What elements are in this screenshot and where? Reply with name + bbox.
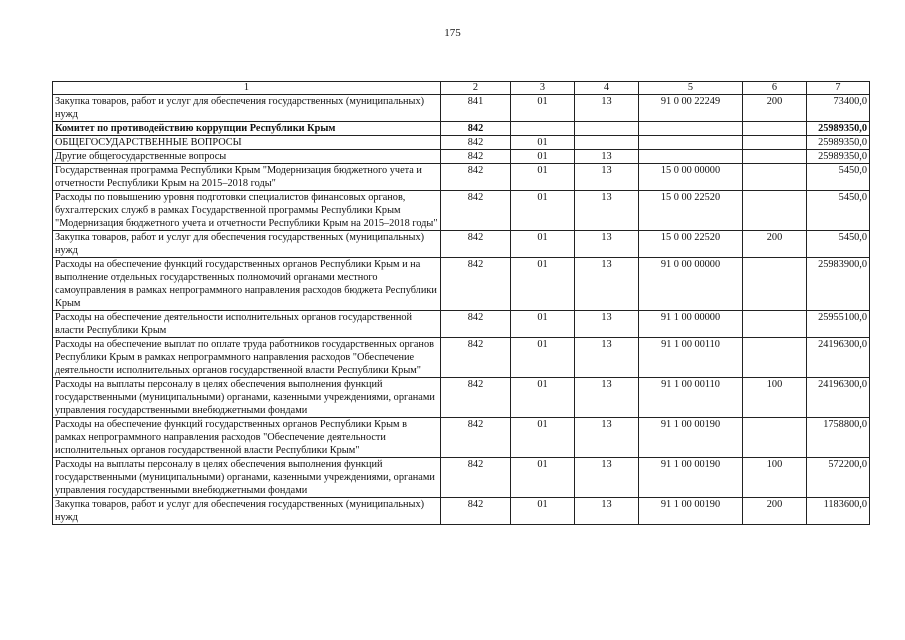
section-code: 01 bbox=[511, 191, 575, 231]
row-description: Закупка товаров, работ и услуг для обеспечения государственных (муниципальных) нужд bbox=[53, 498, 441, 525]
subsection-code: 13 bbox=[575, 458, 639, 498]
target-article-code: 91 1 00 00110 bbox=[639, 378, 743, 418]
amount: 24196300,0 bbox=[807, 338, 870, 378]
row-description: Расходы на обеспечение функций государственных органов Республики Крым и на выполнение отдельных государственных полномочий органами местного самоуправления в рамках непрограммного направления расходов бюджета Республики Крым bbox=[53, 258, 441, 311]
page-number: 175 bbox=[444, 27, 461, 39]
section-code: 01 bbox=[511, 95, 575, 122]
table-row bbox=[53, 122, 870, 136]
row-description: Расходы на обеспечение функций государственных органов Республики Крым в рамках непрограммного направления расходов "Обеспечение деятельности исполнительных органов государственной власти Республики Крым" bbox=[53, 418, 441, 458]
subsection-code: 13 bbox=[575, 150, 639, 164]
subsection-code: 13 bbox=[575, 418, 639, 458]
amount: 25955100,0 bbox=[807, 311, 870, 338]
subsection-code: 13 bbox=[575, 191, 639, 231]
table-row bbox=[53, 191, 870, 231]
section-code bbox=[511, 122, 575, 136]
expense-type-code: 200 bbox=[743, 231, 807, 258]
table-row bbox=[53, 458, 870, 498]
section-code: 01 bbox=[511, 338, 575, 378]
subsection-code: 13 bbox=[575, 311, 639, 338]
table-row bbox=[53, 378, 870, 418]
target-article-code bbox=[639, 136, 743, 150]
row-description: Расходы на выплаты персоналу в целях обеспечения выполнения функций государственными (муниципальными) органами, казенными учреждениями, органами управления государственными внебюджетными фондами bbox=[53, 378, 441, 418]
expense-type-code bbox=[743, 136, 807, 150]
subsection-code: 13 bbox=[575, 498, 639, 525]
amount: 24196300,0 bbox=[807, 378, 870, 418]
section-code: 01 bbox=[511, 498, 575, 525]
target-article-code: 91 1 00 00190 bbox=[639, 458, 743, 498]
amount: 5450,0 bbox=[807, 191, 870, 231]
target-article-code: 91 0 00 00000 bbox=[639, 258, 743, 311]
ministry-code: 841 bbox=[441, 95, 511, 122]
ministry-code: 842 bbox=[441, 458, 511, 498]
ministry-code: 842 bbox=[441, 231, 511, 258]
subsection-code: 13 bbox=[575, 258, 639, 311]
table-row bbox=[53, 95, 870, 122]
expense-type-code: 100 bbox=[743, 378, 807, 418]
ministry-code: 842 bbox=[441, 338, 511, 378]
amount: 25989350,0 bbox=[807, 136, 870, 150]
column-header: 7 bbox=[807, 82, 870, 95]
row-description: Расходы на выплаты персоналу в целях обеспечения выполнения функций государственными (муниципальными) органами, казенными учреждениями, органами управления государственными внебюджетными фондами bbox=[53, 458, 441, 498]
subsection-code: 13 bbox=[575, 231, 639, 258]
subsection-code: 13 bbox=[575, 164, 639, 191]
target-article-code: 15 0 00 22520 bbox=[639, 191, 743, 231]
row-description: Расходы на обеспечение деятельности исполнительных органов государственной власти Республики Крым bbox=[53, 311, 441, 338]
budget-table bbox=[52, 81, 870, 525]
section-code: 01 bbox=[511, 164, 575, 191]
expense-type-code bbox=[743, 164, 807, 191]
table-header-row bbox=[53, 82, 870, 95]
expense-type-code: 100 bbox=[743, 458, 807, 498]
ministry-code: 842 bbox=[441, 191, 511, 231]
ministry-code: 842 bbox=[441, 122, 511, 136]
section-code: 01 bbox=[511, 311, 575, 338]
target-article-code: 15 0 00 00000 bbox=[639, 164, 743, 191]
ministry-code: 842 bbox=[441, 378, 511, 418]
row-description: Комитет по противодействию коррупции Республики Крым bbox=[53, 122, 441, 136]
amount: 73400,0 bbox=[807, 95, 870, 122]
expense-type-code bbox=[743, 150, 807, 164]
subsection-code bbox=[575, 136, 639, 150]
ministry-code: 842 bbox=[441, 150, 511, 164]
ministry-code: 842 bbox=[441, 498, 511, 525]
table-row bbox=[53, 338, 870, 378]
ministry-code: 842 bbox=[441, 311, 511, 338]
ministry-code: 842 bbox=[441, 418, 511, 458]
expense-type-code bbox=[743, 258, 807, 311]
target-article-code: 15 0 00 22520 bbox=[639, 231, 743, 258]
table-row bbox=[53, 311, 870, 338]
table-row bbox=[53, 258, 870, 311]
column-header: 3 bbox=[511, 82, 575, 95]
expense-type-code bbox=[743, 338, 807, 378]
target-article-code: 91 1 00 00190 bbox=[639, 498, 743, 525]
table-row bbox=[53, 136, 870, 150]
column-header: 2 bbox=[441, 82, 511, 95]
table-row bbox=[53, 418, 870, 458]
amount: 25989350,0 bbox=[807, 122, 870, 136]
column-header: 1 bbox=[53, 82, 441, 95]
row-description: Другие общегосударственные вопросы bbox=[53, 150, 441, 164]
row-description: Закупка товаров, работ и услуг для обеспечения государственных (муниципальных) нужд bbox=[53, 231, 441, 258]
ministry-code: 842 bbox=[441, 258, 511, 311]
section-code: 01 bbox=[511, 378, 575, 418]
column-header: 6 bbox=[743, 82, 807, 95]
subsection-code bbox=[575, 122, 639, 136]
section-code: 01 bbox=[511, 258, 575, 311]
target-article-code: 91 1 00 00190 bbox=[639, 418, 743, 458]
amount: 1758800,0 bbox=[807, 418, 870, 458]
row-description: Расходы на обеспечение выплат по оплате труда работников государственных органов Республики Крым в рамках непрограммного направления расходов "Обеспечение деятельности исполнительных органов государственной власти Республики Крым" bbox=[53, 338, 441, 378]
target-article-code: 91 0 00 22249 bbox=[639, 95, 743, 122]
expense-type-code bbox=[743, 418, 807, 458]
row-description: ОБЩЕГОСУДАРСТВЕННЫЕ ВОПРОСЫ bbox=[53, 136, 441, 150]
section-code: 01 bbox=[511, 136, 575, 150]
subsection-code: 13 bbox=[575, 338, 639, 378]
target-article-code bbox=[639, 150, 743, 164]
row-description: Государственная программа Республики Крым "Модернизация бюджетного учета и отчетности Республики Крым на 2015–2018 годы" bbox=[53, 164, 441, 191]
expense-type-code bbox=[743, 122, 807, 136]
table-row bbox=[53, 150, 870, 164]
amount: 25989350,0 bbox=[807, 150, 870, 164]
ministry-code: 842 bbox=[441, 136, 511, 150]
subsection-code: 13 bbox=[575, 95, 639, 122]
column-header: 4 bbox=[575, 82, 639, 95]
row-description: Расходы по повышению уровня подготовки специалистов финансовых органов, бухгалтерских служб в рамках Государственной программы Республики Крым "Модернизация бюджетного учета и отчетности Республики Крым на 2015–2018 годы" bbox=[53, 191, 441, 231]
section-code: 01 bbox=[511, 418, 575, 458]
amount: 25983900,0 bbox=[807, 258, 870, 311]
expense-type-code bbox=[743, 191, 807, 231]
amount: 572200,0 bbox=[807, 458, 870, 498]
amount: 5450,0 bbox=[807, 164, 870, 191]
ministry-code: 842 bbox=[441, 164, 511, 191]
column-header: 5 bbox=[639, 82, 743, 95]
amount: 5450,0 bbox=[807, 231, 870, 258]
amount: 1183600,0 bbox=[807, 498, 870, 525]
target-article-code: 91 1 00 00110 bbox=[639, 338, 743, 378]
section-code: 01 bbox=[511, 458, 575, 498]
expense-type-code: 200 bbox=[743, 498, 807, 525]
section-code: 01 bbox=[511, 150, 575, 164]
table-row bbox=[53, 231, 870, 258]
expense-type-code: 200 bbox=[743, 95, 807, 122]
table-row bbox=[53, 164, 870, 191]
section-code: 01 bbox=[511, 231, 575, 258]
row-description: Закупка товаров, работ и услуг для обеспечения государственных (муниципальных) нужд bbox=[53, 95, 441, 122]
table-row bbox=[53, 498, 870, 525]
target-article-code bbox=[639, 122, 743, 136]
target-article-code: 91 1 00 00000 bbox=[639, 311, 743, 338]
expense-type-code bbox=[743, 311, 807, 338]
subsection-code: 13 bbox=[575, 378, 639, 418]
